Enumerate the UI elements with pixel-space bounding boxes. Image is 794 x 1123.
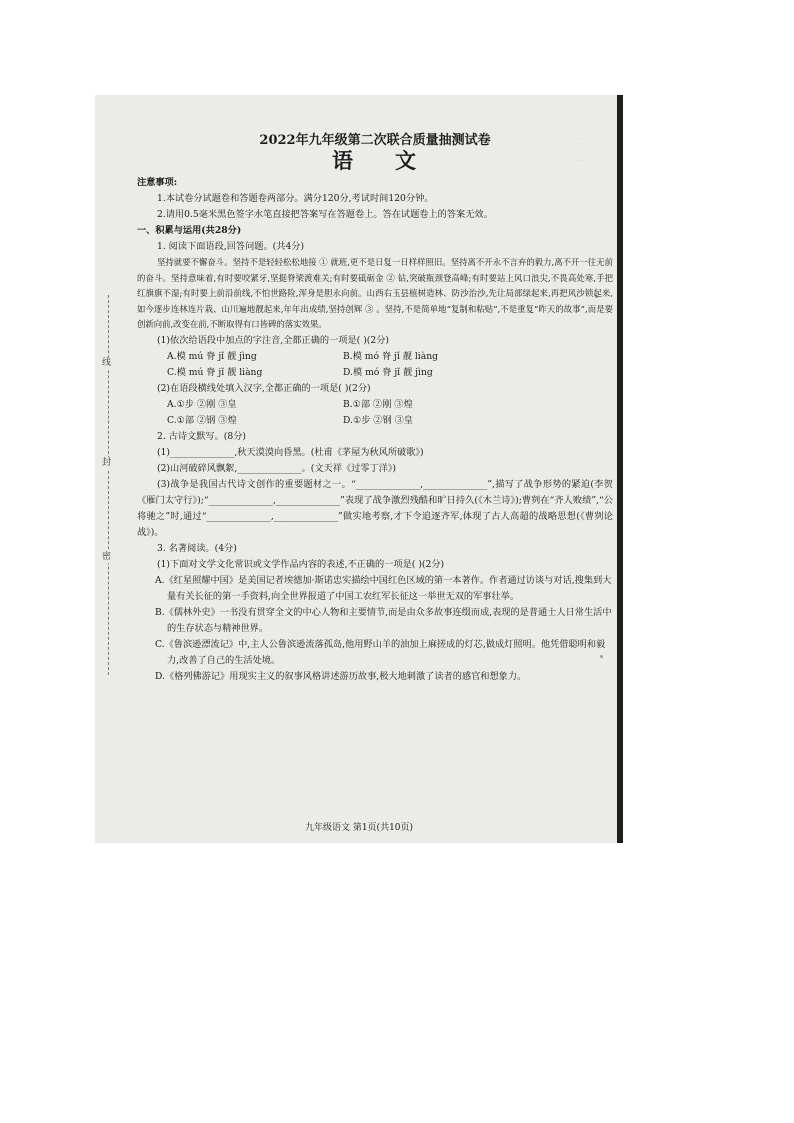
section-heading: 一、积累与运用(共28分) <box>137 225 242 236</box>
binding-char-xian: 线 <box>102 358 112 368</box>
binding-margin <box>101 95 117 843</box>
option-a: A.《红星照耀中国》是美国记者埃德加·斯诺忠实描绘中国红色区域的第一本著作。作者通过访谈与对话,搜集到大量有关长征的第一手资料,向全世界报道了中国工农红军长征这一举世无双的军事壮举。 <box>155 574 612 602</box>
poem-blank-3: (3)战争是我国古代诗文创作的重要题材之一。“______________,______________”,描写了战争形势的紧迫(李贺《雁门太守行》);“______________,______________”表现了战争激烈残酷和旷日持久(《木兰诗》);曹刿在“齐人败绩”,“公将驰之”时,通过“______________,______________”做实地考察,才下令追逐齐军,体现了古人高超的战略思想(《曹刿论战》)。 <box>137 478 613 538</box>
exam-subject: 语文 <box>332 148 458 173</box>
options-row <box>137 413 613 429</box>
option-a: A.①步 ②刚 ③皇 <box>167 398 237 410</box>
option-b: B.《儒林外史》一书没有贯穿全文的中心人物和主要情节,而是由众多故事连缀而成,表现的是普通士人日常生活中的生存状态与精神世界。 <box>155 606 612 634</box>
notice-item: 2.请用0.5毫米黑色签字水笔直接把答案写在答题卷上。答在试题卷上的答案无效。 <box>157 209 493 220</box>
option-c: C.模 mú 脊 jǐ 靓 liàng <box>167 366 263 378</box>
options-row <box>137 349 613 365</box>
option-a: A.模 mú 脊 jǐ 靓 jìng <box>167 350 257 362</box>
question-1-prompt: 1. 阅读下面语段,回答问题。(共4分) <box>157 241 305 252</box>
binding-dashed-line <box>108 295 109 675</box>
options-row <box>137 365 613 381</box>
poem-blank-2: (2)山河破碎风飘絮,______________。(文天祥《过零丁洋》) <box>157 462 397 474</box>
option-d: D.模 mó 脊 jǐ 靓 jìng <box>343 366 433 378</box>
option-b: B.①部 ②刚 ③煌 <box>343 398 413 410</box>
option-d: D.①步 ②钢 ③皇 <box>343 414 413 426</box>
question-3-prompt: 3. 名著阅读。(4分) <box>157 542 237 554</box>
option-d: D.《格列佛游记》用现实主义的叙事风格讲述游历故事,极大地刺激了读者的感官和想象力。 <box>155 670 527 682</box>
notice-item: 1.本试卷分试题卷和答题卷两部分。满分120分,考试时间120分钟。 <box>157 193 434 204</box>
exam-content <box>137 133 613 685</box>
reading-passage: 坚持就要不懈奋斗。坚持不是轻轻松松地接 ① 就班,更不是日复一日样样照旧。坚持离不开永不言弃的毅力,离不开一往无前的奋斗。坚持意味着,有时要咬紧牙,坚挺脊梁渡难关;有时要砥砺金 ② 钻,突破瓶颈登高峰;有时要站上风口浪尖,不畏高处寒,手把红旗旗不湿;有时要上前沿前线,不怕世路险,浑身是胆永向前。山西右玉县植树造林、防沙治沙,先让局部绿起来,再把风沙锁起来,如今逐步连林连片栽、山川遍地靓起来,年年出成绩,坚持创辉 ③ 。坚持,不是简单地“复制和粘贴”,不是重复“昨天的故事”,而是要创新向前,改变在前,不断取得有口皆碑的落实效果。 <box>137 257 613 330</box>
scan-shadow-edge <box>617 95 623 843</box>
page-footer: 九年级语文 第1页(共10页) <box>304 823 414 833</box>
bleed-through-text: · · · <box>577 157 589 165</box>
notice-heading: 注意事项: <box>137 177 178 188</box>
question-3-1-prompt: (1)下面对文学文化常识或文学作品内容的表述,不正确的一项是( )(2分) <box>157 558 445 570</box>
question-1-1-prompt: (1)依次给语段中加点的字注音,全都正确的一项是( )(2分) <box>157 334 389 346</box>
question-2-prompt: 2. 古诗文默写。(8分) <box>157 430 247 442</box>
binding-char-mi: 密 <box>102 552 112 562</box>
poem-blank-1: (1)______________,秋天漠漠向昏黑。(杜甫《茅屋为秋风所破歌》) <box>157 446 424 458</box>
option-c: C.①部 ②钢 ③煌 <box>167 414 237 426</box>
option-b: B.模 mó 脊 jǐ 靓 liàng <box>343 350 439 362</box>
option-c: C.《鲁滨逊漂流记》中,主人公鲁滨逊流落孤岛,他用野山羊的油加上麻搓成的灯芯,做成灯照明。他凭借聪明和毅力,改善了自己的生活处境。 <box>155 638 606 666</box>
bleed-through-text: · · · <box>573 135 585 143</box>
options-row <box>137 397 613 413</box>
binding-char-feng: 封 <box>102 458 112 468</box>
exam-title: 2022年九年级第二次联合质量抽测试卷 <box>259 133 491 148</box>
question-1-2-prompt: (2)在语段横线处填入汉字,全都正确的一项是( )(2分) <box>157 382 371 394</box>
scanned-exam-page <box>95 95 623 843</box>
